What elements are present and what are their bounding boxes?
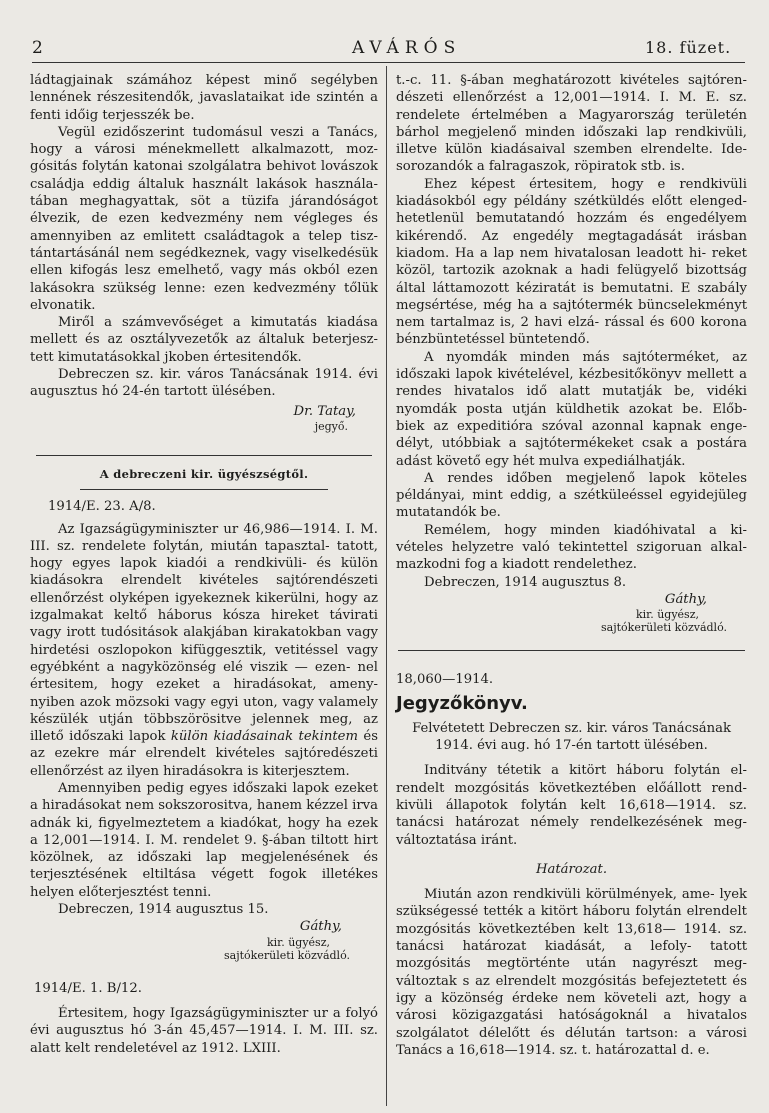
paragraph: A rendes időben megjelenő lapok köteles példányai, mint eddig, a szétküleéssel egyidejüleg mutatandók be. <box>396 470 747 521</box>
signature-title: kir. ügyész, <box>266 935 330 949</box>
issue-number: 18. füzet. <box>645 38 732 57</box>
column-divider <box>386 66 387 1106</box>
paragraph: Inditvány tétetik a kitört háboru folytán el- rendelt mozgósitás következtében előállott rend- kivüli állapotok folytán kelt 16,618—1914. sz. tanácsi határozat némely rendelkezésének meg- változtatása iránt. <box>396 763 747 848</box>
paragraph: Vegül ezidőszerint tudomásul veszi a Tanács, hogy a városi ménekmellett alkalmazott, moz- gósitás folytán katonai szolgálatra behivot lovászok családja eddig általuk használt lakások használa- tában meghagyattak, söt a tüzifa járandóságot élvezik, de ezen kedvezmény nem végleges és amennyiben az emlitett családtagok a telep tisz- tántartásánál nem segédkeznek, vagy viselkedésük ellen kifogás lesz emelhető, vagy más okból ezen lakásokra szükség lenne: ezen kedvezmény tőlük elvonatik. <box>30 124 378 313</box>
reference-number: 1914/E. 1. B/12. <box>34 980 142 996</box>
signature-name: Gáthy, <box>664 591 707 607</box>
section-divider <box>80 489 328 490</box>
decision-title: Határozat. <box>535 861 608 877</box>
paragraph: Remélem, hogy minden kiadóhivatal a ki- vételes helyzetre való tekintettel szigoruan alkal- mazkodni fog a kiadott rendelethez. <box>396 522 747 573</box>
right-column <box>396 72 747 1059</box>
date-line: Debreczen, 1914 augusztus 15. <box>58 902 269 918</box>
left-column <box>30 72 378 1057</box>
paragraph: Az Igazságügyminiszter ur 46,986—1914. I. M. III. sz. rendelete folytán, miután tapasztal- tatott, hogy egyes lapok kiadói a rendkivüli- és külön kiadásokra elrendelt kivételes sajtórendészeti ellenőrzést olyképen igyekeznek kikerülni, hogy az izgalmakat keltő háborus kósza hireket távirati vagy irott tudósitások alakjában kirakatokban vagy hirdetési oszlopokon kifüggesztik, vetitéssel vagy egyébként a nagyközönség elé viszik — ezen- nel értesitem, hogy ezeket a hiradásokat, ameny- nyiben azok mözsoki vagy egyi uton, vagy valamely készülék utján többszörösitve jelennek meg, az illető időszaki lapok külön kiadásainak tekintem és az ezekre már elrendelt kivételes sajtóredészeti ellenőrzést az ilyen hiradásokra is kiterjesztem. <box>30 521 378 779</box>
paragraph: Ehez képest értesitem, hogy e rendkivüli kiadásokból egy példány szétküldés előtt elenged- hetetlenül bemutatandó hozzám és engedélyem kikérendő. Az engedély megtagadását irásban kiadom. Ha a lap nem hivatalosan leadott hi- reket közöl, tartozik azoknak a hadi felügyelő bizottság által láttamozott kéziratát is bemutatni. E szabály megsértése, még ha a sajtótermék büncselekményt nem tartalmaz is, 2 havi elzá- rással és 600 korona bénzbüntetéssel büntetendő. <box>396 176 747 348</box>
section-divider <box>398 650 745 651</box>
date-line: Debreczen, 1914 augusztus 8. <box>424 574 627 590</box>
header-rule <box>32 62 745 63</box>
paragraph: Amennyiben pedig egyes időszaki lapok ezeket a hiradásokat nem sokszorositva, hanem kézzel irva adnák ki, figyelmeztetem a kiadókat, hogy ha ezek a 12,001—1914. I. M. rendelet 9. §-ában tiltott hirt közölnek, az időszaki lap megjelenésének és terjesztésének eltiltása végett fogok illetékes helyen előterjesztést tenni. <box>30 780 379 900</box>
section-title: A debreczeni kir. ügyészségtől. <box>99 466 309 481</box>
reference-number: 18,060—1914. <box>396 672 494 688</box>
page-number: 2 <box>32 38 43 58</box>
paragraph: t.-c. 11. §-ában meghatározott kivételes sajtóren- dészeti ellenőrzést a 12,001—1914. I. M. E. sz. rendelete értelmében a Magyarország területén bárhol megjelenő minden időszaki lap rendkivüli, illetve külön kiadásaival szemben elrendelte. Ide- sorozandók a falragaszok, röpiratok stb. is. <box>396 73 747 175</box>
signature-title: sajtókerületi közvádló. <box>224 948 350 962</box>
signature-title: kir. ügyész, <box>635 608 699 622</box>
signature-title: jegyő. <box>314 419 348 433</box>
paragraph: ládtagjainak számához képest minő segélyben lennének részesitendők, javaslataikat ide szintén a fenti időig terjesszék be. <box>30 73 378 123</box>
section-divider <box>36 455 372 456</box>
signature-title: sajtókerületi közvádló. <box>601 621 727 635</box>
paragraph: Miről a számvevőséget a kimutatás kiadása mellett és az osztályvezetők az általuk beterjesz- tett kimutatásokkal jkoben értesitendők. <box>30 315 378 365</box>
paragraph: A nyomdák minden más sajtóterméket, az időszaki lapok kivételével, kézbesitőkönyv mellett a rendes hivatalos idő alatt mutatják be, vidéki nyomdák posta utján küldhetik azokat be. Előb- biek az expeditióra szóval azonnal kapnak enge- délyt, utóbbiak a sajtótermékeket csak a postára adást követő egy hét mulva expediálhatják. <box>396 349 748 469</box>
minutes-title: Jegyzőkönyv. <box>396 692 528 714</box>
journal-title: AVÁRÓS <box>352 38 462 58</box>
paragraph: Értesitem, hogy Igazságügyminiszter ur a folyó évi augusztus hó 3-án 45,457—1914. I. M. III. sz. alatt kelt rendeletével az 1912. LXIII. <box>30 1005 378 1056</box>
paragraph: Miután azon rendkivüli körülmények, ame- lyek szükségessé tették a kitört háboru folytán elrendelt mozgósitás következtében kelt 13,618— 1914. sz. tanácsi határozat kiadását, a lefoly- tatott mozgósitás megtörténte után nagyrészt meg- változtak s az elrendelt mozgósitás befejeztetett és igy a közönség érdeke nem követeli azt, hogy a városi közigazgatási hatóságoknál a hivatalos szolgálatot délelőtt és délután tartson: a városi Tanács a 16,618—1914. sz. t. határozattal d. e. <box>396 887 748 1058</box>
signature-name: Gáthy, <box>299 919 342 935</box>
paragraph: Felvétetett Debreczen sz. kir. város Tanácsának 1914. évi aug. hó 17-én tartott ülésében. <box>412 720 731 754</box>
signature-name: Dr. Tatay, <box>293 403 356 419</box>
paragraph: Debreczen sz. kir. város Tanácsának 1914. évi augusztus hó 24-én tartott ülésében. <box>30 367 378 400</box>
reference-number: 1914/E. 23. A/8. <box>48 499 156 515</box>
